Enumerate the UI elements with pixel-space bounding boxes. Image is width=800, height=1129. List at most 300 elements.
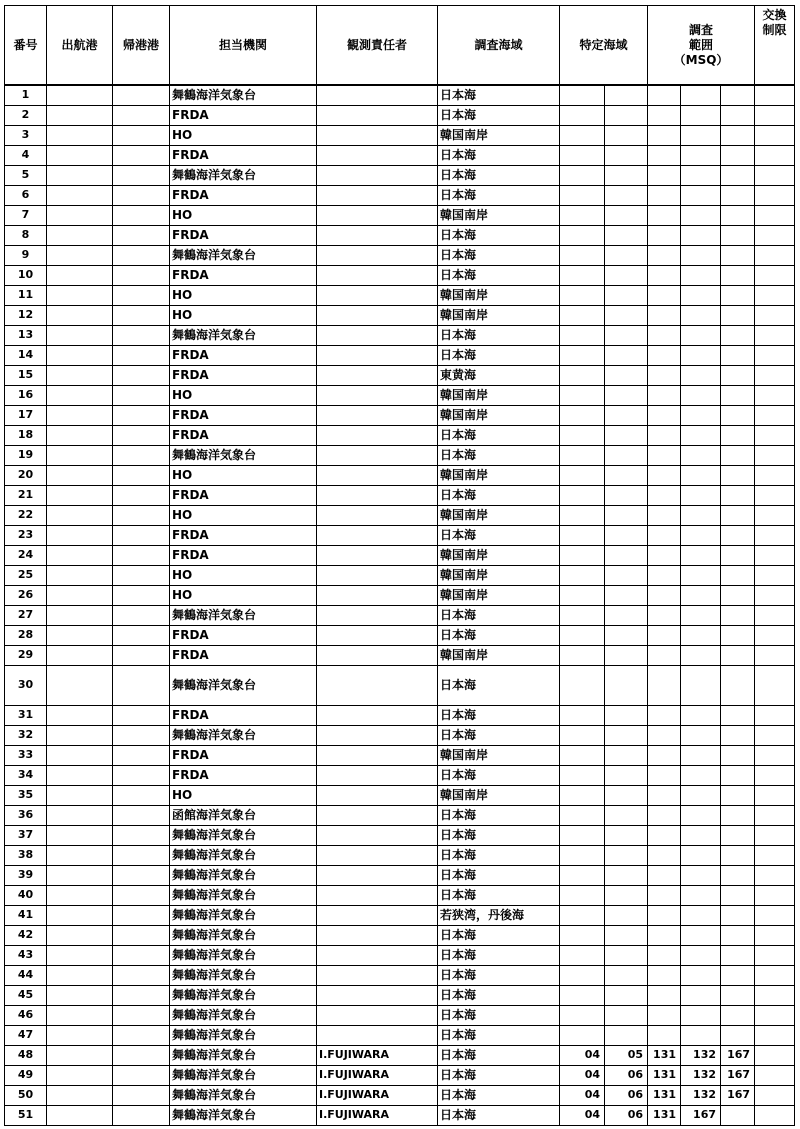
cell-agency: FRDA: [170, 425, 317, 445]
table-row: [5, 345, 795, 365]
cell-survey-area: 韓国南岸: [438, 785, 560, 805]
cell-specific-area-2: [605, 785, 648, 805]
cell-specific-area-2: [605, 305, 648, 325]
cell-msq-2: 167: [681, 1105, 721, 1125]
cell-msq-1: [648, 245, 681, 265]
cell-msq-2: [681, 185, 721, 205]
cell-exchange-limit: [755, 965, 795, 985]
cell-return-port: [113, 545, 170, 565]
cell-observer: [317, 925, 438, 945]
cell-no: 28: [5, 625, 47, 645]
cell-specific-area-1: [560, 525, 605, 545]
table-row: [5, 765, 795, 785]
cell-survey-area: 東黄海: [438, 365, 560, 385]
cell-return-port: [113, 485, 170, 505]
cell-survey-area: 日本海: [438, 865, 560, 885]
cell-msq-3: [721, 545, 755, 565]
cell-msq-3: [721, 565, 755, 585]
cell-specific-area-1: [560, 265, 605, 285]
cell-exchange-limit: [755, 265, 795, 285]
cell-msq-2: [681, 325, 721, 345]
cell-msq-3: 167: [721, 1045, 755, 1065]
cell-specific-area-2: [605, 705, 648, 725]
cell-no: 37: [5, 825, 47, 845]
cell-survey-area: 日本海: [438, 985, 560, 1005]
cell-survey-area: 日本海: [438, 665, 560, 705]
cell-survey-area: 日本海: [438, 265, 560, 285]
cell-observer: [317, 405, 438, 425]
cell-survey-area: 日本海: [438, 425, 560, 445]
cell-msq-1: [648, 805, 681, 825]
cell-specific-area-2: [605, 885, 648, 905]
cell-observer: [317, 745, 438, 765]
cell-survey-area: 日本海: [438, 445, 560, 465]
cell-msq-3: [721, 885, 755, 905]
cell-survey-area: 日本海: [438, 605, 560, 625]
cell-agency: HO: [170, 785, 317, 805]
cell-exchange-limit: [755, 865, 795, 885]
cell-msq-3: [721, 965, 755, 985]
cell-observer: [317, 765, 438, 785]
cell-observer: [317, 505, 438, 525]
cell-observer: [317, 625, 438, 645]
cell-return-port: [113, 825, 170, 845]
cell-observer: [317, 265, 438, 285]
cell-observer: [317, 985, 438, 1005]
cell-agency: 舞鶴海洋気象台: [170, 445, 317, 465]
cell-observer: [317, 345, 438, 365]
cell-departure-port: [47, 305, 113, 325]
cell-msq-2: [681, 605, 721, 625]
cell-departure-port: [47, 245, 113, 265]
cell-msq-2: [681, 165, 721, 185]
cell-exchange-limit: [755, 85, 795, 105]
cell-specific-area-2: [605, 525, 648, 545]
cell-msq-1: [648, 1025, 681, 1045]
cell-exchange-limit: [755, 225, 795, 245]
cell-msq-2: [681, 885, 721, 905]
header-observer: 観測責任者: [317, 6, 438, 86]
cell-msq-2: [681, 405, 721, 425]
cell-return-port: [113, 425, 170, 445]
cell-observer: [317, 845, 438, 865]
cell-no: 39: [5, 865, 47, 885]
cell-return-port: [113, 725, 170, 745]
cell-return-port: [113, 225, 170, 245]
cell-departure-port: [47, 965, 113, 985]
cell-msq-1: [648, 1005, 681, 1025]
cell-survey-area: 日本海: [438, 225, 560, 245]
cell-msq-2: [681, 445, 721, 465]
cell-exchange-limit: [755, 1105, 795, 1125]
cell-msq-3: [721, 225, 755, 245]
cell-msq-1: [648, 265, 681, 285]
cell-agency: FRDA: [170, 745, 317, 765]
cell-agency: 舞鶴海洋気象台: [170, 905, 317, 925]
cell-departure-port: [47, 485, 113, 505]
cell-exchange-limit: [755, 545, 795, 565]
cell-return-port: [113, 305, 170, 325]
cell-specific-area-1: [560, 965, 605, 985]
cell-agency: 舞鶴海洋気象台: [170, 325, 317, 345]
cell-departure-port: [47, 465, 113, 485]
cell-departure-port: [47, 665, 113, 705]
cell-msq-2: [681, 1005, 721, 1025]
cell-observer: [317, 485, 438, 505]
cell-msq-1: [648, 865, 681, 885]
cell-msq-3: [721, 85, 755, 105]
cell-observer: [317, 125, 438, 145]
cell-return-port: [113, 865, 170, 885]
cell-agency: 舞鶴海洋気象台: [170, 965, 317, 985]
cell-survey-area: 日本海: [438, 965, 560, 985]
cell-exchange-limit: [755, 745, 795, 765]
header-no: 番号: [5, 6, 47, 86]
cell-survey-area: 日本海: [438, 1085, 560, 1105]
cell-return-port: [113, 85, 170, 105]
table-row: [5, 705, 795, 725]
cell-specific-area-1: [560, 185, 605, 205]
cell-no: 18: [5, 425, 47, 445]
cell-return-port: [113, 1105, 170, 1125]
cell-msq-3: [721, 745, 755, 765]
cell-observer: [317, 725, 438, 745]
cell-msq-3: [721, 425, 755, 445]
cell-msq-1: [648, 485, 681, 505]
cell-return-port: [113, 1025, 170, 1045]
cell-exchange-limit: [755, 345, 795, 365]
cell-exchange-limit: [755, 365, 795, 385]
cell-agency: 舞鶴海洋気象台: [170, 845, 317, 865]
cell-survey-area: 日本海: [438, 765, 560, 785]
cell-no: 14: [5, 345, 47, 365]
cell-departure-port: [47, 85, 113, 105]
cell-no: 33: [5, 745, 47, 765]
table-row: [5, 325, 795, 345]
cell-specific-area-1: [560, 405, 605, 425]
table-row: [5, 365, 795, 385]
cell-observer: [317, 545, 438, 565]
cell-observer: [317, 605, 438, 625]
cell-specific-area-2: [605, 565, 648, 585]
cell-specific-area-1: [560, 325, 605, 345]
cell-specific-area-1: [560, 905, 605, 925]
cell-specific-area-1: [560, 465, 605, 485]
cell-msq-2: [681, 805, 721, 825]
cell-specific-area-2: [605, 285, 648, 305]
cell-survey-area: 韓国南岸: [438, 745, 560, 765]
cell-msq-1: [648, 85, 681, 105]
cell-agency: 舞鶴海洋気象台: [170, 1005, 317, 1025]
cell-departure-port: [47, 885, 113, 905]
cell-departure-port: [47, 865, 113, 885]
cell-agency: HO: [170, 385, 317, 405]
cell-departure-port: [47, 365, 113, 385]
cell-agency: 舞鶴海洋気象台: [170, 825, 317, 845]
cell-observer: [317, 665, 438, 705]
cell-msq-1: [648, 205, 681, 225]
cell-specific-area-1: [560, 305, 605, 325]
cell-departure-port: [47, 525, 113, 545]
cell-no: 27: [5, 605, 47, 625]
cell-exchange-limit: [755, 985, 795, 1005]
cell-specific-area-2: [605, 865, 648, 885]
cell-return-port: [113, 1045, 170, 1065]
cell-survey-area: 日本海: [438, 105, 560, 125]
table-row: [5, 585, 795, 605]
cell-msq-1: [648, 585, 681, 605]
cell-return-port: [113, 105, 170, 125]
cell-no: 48: [5, 1045, 47, 1065]
cell-survey-area: 日本海: [438, 1025, 560, 1045]
cell-survey-area: 韓国南岸: [438, 505, 560, 525]
cell-return-port: [113, 905, 170, 925]
cell-return-port: [113, 205, 170, 225]
cell-msq-1: [648, 965, 681, 985]
cell-return-port: [113, 985, 170, 1005]
cell-agency: 舞鶴海洋気象台: [170, 1085, 317, 1105]
cell-return-port: [113, 945, 170, 965]
cell-survey-area: 韓国南岸: [438, 285, 560, 305]
cell-msq-1: [648, 765, 681, 785]
cell-specific-area-2: [605, 325, 648, 345]
cell-return-port: [113, 145, 170, 165]
cell-agency: FRDA: [170, 625, 317, 645]
cell-no: 30: [5, 665, 47, 705]
cell-no: 24: [5, 545, 47, 565]
cell-specific-area-1: [560, 605, 605, 625]
cell-msq-3: [721, 125, 755, 145]
header-exchange-line1: 交換: [762, 8, 787, 22]
cell-agency: 舞鶴海洋気象台: [170, 605, 317, 625]
cell-msq-2: [681, 525, 721, 545]
cell-specific-area-1: [560, 625, 605, 645]
cell-msq-1: [648, 225, 681, 245]
cell-observer: [317, 185, 438, 205]
cell-specific-area-2: [605, 745, 648, 765]
cell-observer: [317, 465, 438, 485]
cell-msq-3: 167: [721, 1065, 755, 1085]
cell-msq-2: 132: [681, 1085, 721, 1105]
cell-no: 12: [5, 305, 47, 325]
cell-specific-area-1: [560, 385, 605, 405]
header-row: [5, 6, 795, 86]
cell-specific-area-1: [560, 85, 605, 105]
cell-msq-3: [721, 785, 755, 805]
cell-msq-2: [681, 665, 721, 705]
cell-msq-1: [648, 785, 681, 805]
cell-specific-area-1: [560, 205, 605, 225]
cell-exchange-limit: [755, 425, 795, 445]
cell-no: 5: [5, 165, 47, 185]
cell-exchange-limit: [755, 125, 795, 145]
table-row: [5, 925, 795, 945]
cell-specific-area-1: [560, 985, 605, 1005]
cell-return-port: [113, 385, 170, 405]
cell-msq-1: [648, 725, 681, 745]
cell-no: 6: [5, 185, 47, 205]
cell-agency: 舞鶴海洋気象台: [170, 985, 317, 1005]
cell-msq-2: [681, 425, 721, 445]
cell-specific-area-1: [560, 505, 605, 525]
cell-exchange-limit: [755, 625, 795, 645]
cell-return-port: [113, 605, 170, 625]
cell-exchange-limit: [755, 925, 795, 945]
cell-specific-area-2: [605, 645, 648, 665]
cell-msq-3: [721, 625, 755, 645]
cell-msq-1: [648, 525, 681, 545]
table-row: [5, 305, 795, 325]
cell-msq-2: [681, 105, 721, 125]
cell-msq-3: [721, 405, 755, 425]
table-row: [5, 405, 795, 425]
cell-agency: FRDA: [170, 405, 317, 425]
cell-return-port: [113, 785, 170, 805]
cell-departure-port: [47, 1085, 113, 1105]
cell-specific-area-2: [605, 825, 648, 845]
cell-msq-1: [648, 185, 681, 205]
cell-msq-3: [721, 825, 755, 845]
cell-msq-2: [681, 825, 721, 845]
table-row: [5, 185, 795, 205]
cell-msq-1: [648, 125, 681, 145]
cell-return-port: [113, 745, 170, 765]
cell-no: 23: [5, 525, 47, 545]
cell-no: 42: [5, 925, 47, 945]
cell-no: 2: [5, 105, 47, 125]
cell-msq-3: [721, 985, 755, 1005]
cell-no: 7: [5, 205, 47, 225]
cell-no: 8: [5, 225, 47, 245]
cell-msq-3: [721, 1025, 755, 1045]
cell-msq-2: [681, 305, 721, 325]
cell-msq-2: [681, 265, 721, 285]
cell-survey-area: 日本海: [438, 165, 560, 185]
cell-msq-1: [648, 645, 681, 665]
cell-observer: [317, 945, 438, 965]
cell-observer: [317, 965, 438, 985]
cell-msq-2: [681, 505, 721, 525]
cell-specific-area-1: [560, 805, 605, 825]
header-exchange-limit: [755, 6, 795, 86]
cell-exchange-limit: [755, 525, 795, 545]
cell-no: 17: [5, 405, 47, 425]
cell-exchange-limit: [755, 785, 795, 805]
cell-departure-port: [47, 1045, 113, 1065]
cell-msq-3: [721, 925, 755, 945]
cell-msq-1: [648, 565, 681, 585]
cell-no: 50: [5, 1085, 47, 1105]
cell-specific-area-2: [605, 365, 648, 385]
cell-exchange-limit: [755, 165, 795, 185]
cell-msq-3: [721, 1005, 755, 1025]
cell-return-port: [113, 505, 170, 525]
table-row: [5, 725, 795, 745]
cell-survey-area: 日本海: [438, 1005, 560, 1025]
cell-msq-3: [721, 665, 755, 705]
cell-specific-area-2: [605, 505, 648, 525]
cell-departure-port: [47, 1025, 113, 1045]
cell-msq-1: [648, 745, 681, 765]
cell-observer: [317, 525, 438, 545]
cell-msq-2: [681, 745, 721, 765]
cell-specific-area-1: [560, 145, 605, 165]
cell-specific-area-1: [560, 885, 605, 905]
cell-msq-2: [681, 285, 721, 305]
header-return-port: 帰港港: [113, 6, 170, 86]
cell-specific-area-2: [605, 405, 648, 425]
cell-observer: [317, 1005, 438, 1025]
cell-msq-1: [648, 625, 681, 645]
cell-specific-area-2: [605, 125, 648, 145]
cell-agency: FRDA: [170, 645, 317, 665]
table-row: [5, 425, 795, 445]
cell-msq-2: [681, 345, 721, 365]
cell-return-port: [113, 965, 170, 985]
cell-agency: FRDA: [170, 145, 317, 165]
table-row: [5, 1065, 795, 1085]
cell-msq-2: [681, 225, 721, 245]
cell-return-port: [113, 325, 170, 345]
cell-specific-area-1: [560, 945, 605, 965]
cell-exchange-limit: [755, 405, 795, 425]
cell-exchange-limit: [755, 1025, 795, 1045]
cell-exchange-limit: [755, 805, 795, 825]
cell-specific-area-1: [560, 665, 605, 705]
header-range-line3: （MSQ）: [673, 52, 729, 67]
cell-specific-area-2: 06: [605, 1105, 648, 1125]
header-survey-area: 調査海域: [438, 6, 560, 86]
cell-agency: 舞鶴海洋気象台: [170, 865, 317, 885]
cell-specific-area-1: 04: [560, 1045, 605, 1065]
cell-msq-3: [721, 605, 755, 625]
cell-exchange-limit: [755, 485, 795, 505]
table-row: [5, 1045, 795, 1065]
cell-agency: 舞鶴海洋気象台: [170, 945, 317, 965]
cell-agency: 舞鶴海洋気象台: [170, 885, 317, 905]
cell-msq-1: [648, 405, 681, 425]
cell-specific-area-2: [605, 725, 648, 745]
cell-no: 11: [5, 285, 47, 305]
cell-return-port: [113, 665, 170, 705]
cell-observer: [317, 565, 438, 585]
cell-specific-area-2: [605, 205, 648, 225]
cell-msq-1: 131: [648, 1045, 681, 1065]
cell-return-port: [113, 165, 170, 185]
cell-observer: [317, 885, 438, 905]
table-row: [5, 1005, 795, 1025]
header-departure-port: 出航港: [47, 6, 113, 86]
cell-no: 35: [5, 785, 47, 805]
cell-survey-area: 日本海: [438, 1045, 560, 1065]
cell-msq-2: [681, 245, 721, 265]
cell-msq-1: [648, 605, 681, 625]
header-range-line2: 範囲: [689, 37, 714, 52]
cell-agency: 舞鶴海洋気象台: [170, 85, 317, 105]
cell-return-port: [113, 1065, 170, 1085]
cell-departure-port: [47, 545, 113, 565]
table-row: [5, 165, 795, 185]
cell-specific-area-2: [605, 465, 648, 485]
cell-specific-area-2: [605, 485, 648, 505]
cell-survey-area: 韓国南岸: [438, 565, 560, 585]
cell-msq-2: [681, 365, 721, 385]
header-agency: 担当機関: [170, 6, 317, 86]
cell-agency: FRDA: [170, 265, 317, 285]
cell-departure-port: [47, 165, 113, 185]
cell-departure-port: [47, 105, 113, 125]
cell-survey-area: 韓国南岸: [438, 645, 560, 665]
